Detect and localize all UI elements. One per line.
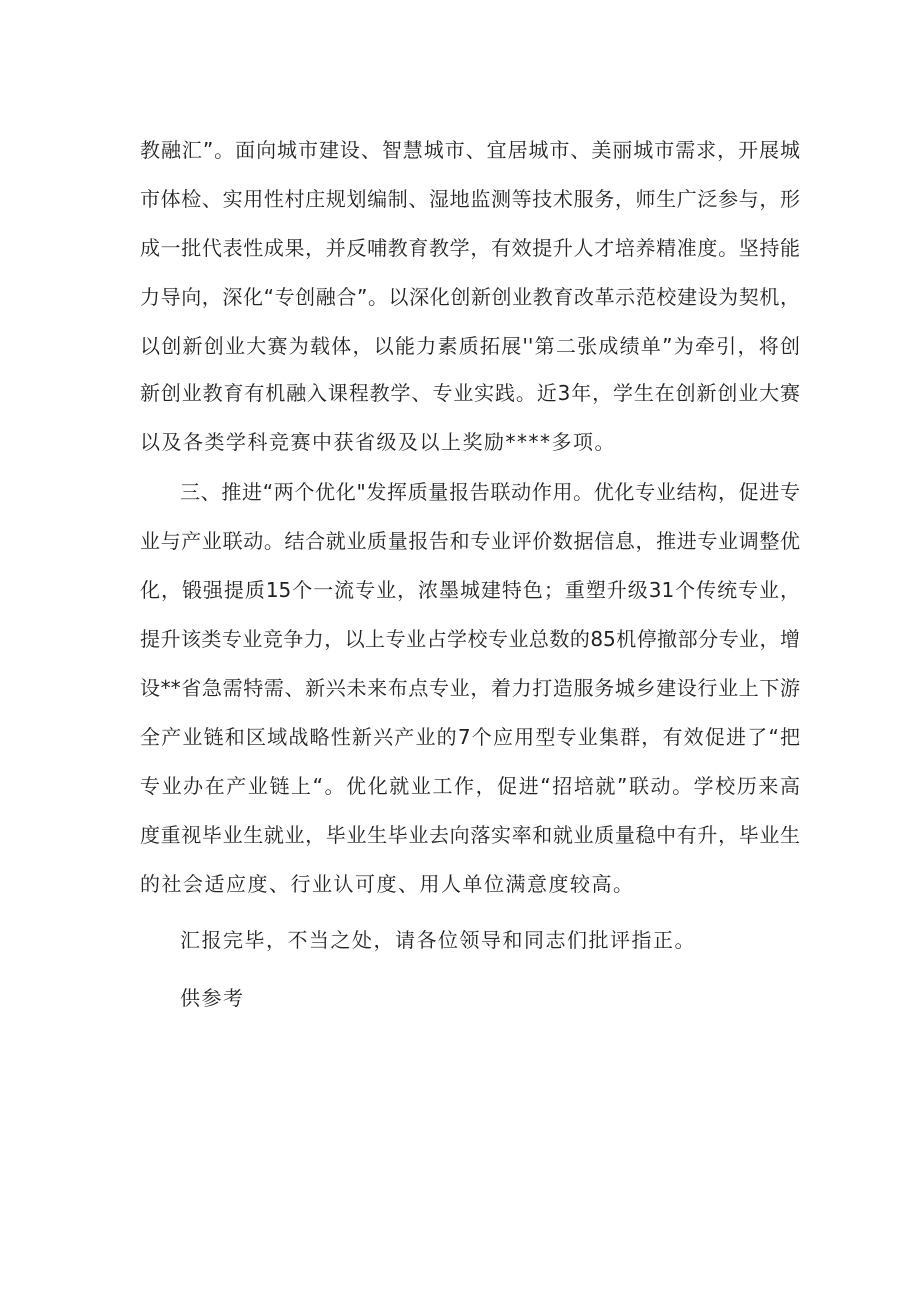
text-line: 以及各类学科竞赛中获省级及以上奖励****多项。 [140,430,616,454]
text-line: 市体检、实用性村庄规划编制、湿地监测等技术服务，师生广泛参与，形 [140,187,800,211]
text-line: 力导向，深化“专创融合”。以深化创新创业教育改革示范校建设为契机， [140,285,800,309]
text-line: 度重视毕业生就业，毕业生毕业去向落实率和就业质量稳中有升，毕业生 [140,823,800,847]
text-line: 专业办在产业链上“。优化就业工作，促进“招培就”联动。学校历来高 [140,774,800,798]
text-line: 新创业教育有机融入课程教学、专业实践。近3年，学生在创新创业大赛 [140,381,800,405]
reference-note: 供参考 [180,986,245,1010]
text-line: 提升该类专业竞争力，以上专业占学校专业总数的85机停撤部分专业，增 [140,627,800,651]
text-line: 三、推进“两个优化"发挥质量报告联动作用。优化专业结构，促进专 [180,480,800,504]
text-line: 的社会适应度、行业认可度、用人单位满意度较高。 [140,872,635,896]
text-line: 成一批代表性成果，并反哺教育教学，有效提升人才培养精准度。坚持能 [140,236,800,260]
text-line: 化，锻强提质15个一流专业，浓墨城建特色；重塑升级31个传统专业， [140,578,800,602]
text-line: 以创新创业大赛为载体，以能力素质拓展''第二张成绩单”为牵引，将创 [140,334,800,358]
text-line: 教融汇”。面向城市建设、智慧城市、宜居城市、美丽城市需求，开展城 [140,138,800,162]
text-line: 设**省急需特需、新兴未来布点专业，着力打造服务城乡建设行业上下游 [140,676,800,700]
text-line: 全产业链和区域战略性新兴产业的7个应用型专业集群，有效促进了“把 [140,725,800,749]
closing-remark: 汇报完毕，不当之处，请各位领导和同志们批评指正。 [180,928,696,952]
text-line: 业与产业联动。结合就业质量报告和专业评价数据信息，推进专业调整优 [140,529,800,553]
